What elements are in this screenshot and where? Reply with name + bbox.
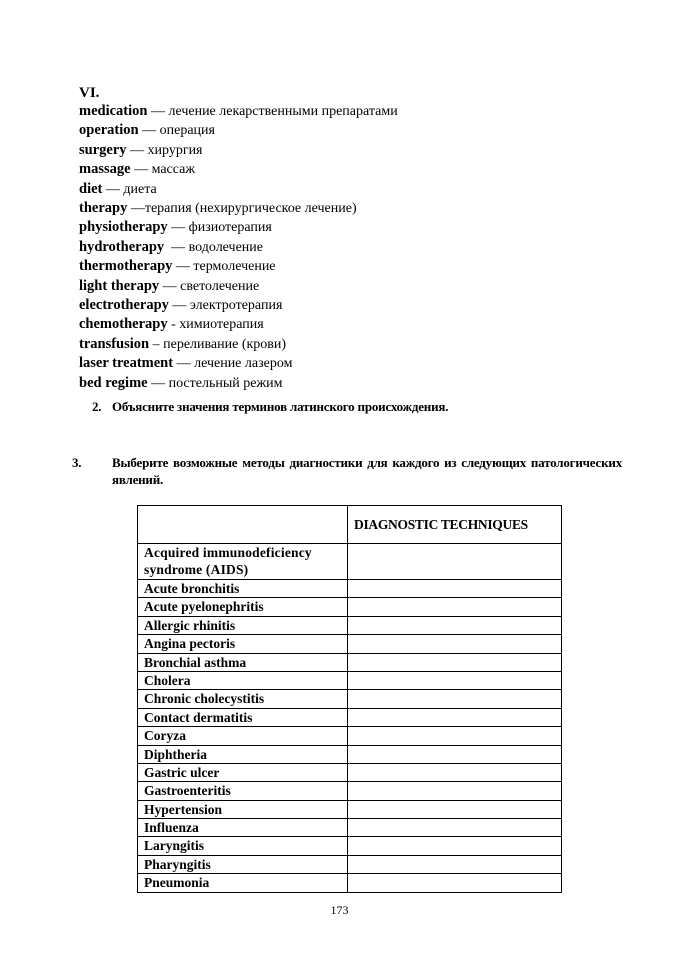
- disease-line-1: Acquired immunodeficiency: [144, 545, 312, 560]
- table-row: [138, 837, 562, 855]
- vocabulary-term: physiotherapy: [79, 219, 168, 236]
- vocabulary-separator: —: [127, 201, 145, 217]
- disease-cell: Acute bronchitis: [138, 580, 348, 598]
- vocabulary-definition: лечение лекарственными препаратами: [168, 104, 398, 119]
- task-2: [92, 398, 622, 415]
- vocabulary-item: [79, 180, 639, 199]
- vocabulary-term: diet: [79, 180, 103, 197]
- vocabulary-definition: массаж: [151, 162, 196, 178]
- disease-cell: [138, 544, 348, 580]
- vocabulary-item: [79, 238, 639, 257]
- vocabulary-separator: —: [147, 375, 169, 391]
- task-2-number: 2.: [92, 399, 102, 414]
- diagnostic-answer-cell[interactable]: [348, 800, 562, 818]
- vocabulary-item: [79, 199, 639, 218]
- vocabulary-term: surgery: [79, 141, 127, 158]
- vocabulary-term: light therapy: [79, 277, 160, 294]
- disease-cell: Laryngitis: [138, 837, 348, 855]
- diagnostic-answer-cell[interactable]: [348, 855, 562, 873]
- table-header-left: [138, 506, 348, 544]
- vocabulary-item: [79, 257, 639, 276]
- vocabulary-item: [79, 354, 639, 373]
- disease-cell: Cholera: [138, 671, 348, 689]
- disease-cell: Bronchial asthma: [138, 653, 348, 671]
- vocabulary-term: hydrotherapy: [79, 238, 165, 255]
- vocabulary-definition: лечение лазером: [194, 356, 293, 372]
- table-row: [138, 708, 562, 726]
- table-row: [138, 671, 562, 689]
- vocabulary-term: therapy: [79, 200, 128, 217]
- diagnostic-answer-cell[interactable]: [348, 690, 562, 708]
- disease-cell: Gastroenteritis: [138, 782, 348, 800]
- table-row: [138, 800, 562, 818]
- diagnostic-answer-cell[interactable]: [348, 874, 562, 892]
- vocabulary-item: [79, 296, 639, 315]
- diagnostic-answer-cell[interactable]: [348, 708, 562, 726]
- vocabulary-term: medication: [79, 103, 148, 119]
- vocabulary-definition: термолечение: [193, 259, 276, 275]
- table-row: [138, 819, 562, 837]
- disease-cell: Contact dermatitis: [138, 708, 348, 726]
- table-row: [138, 635, 562, 653]
- diagnostic-answer-cell[interactable]: [348, 598, 562, 616]
- vocabulary-separator: —: [159, 278, 181, 294]
- vocabulary-item: [79, 218, 639, 237]
- vocabulary-term: thermotherapy: [79, 258, 173, 275]
- disease-cell: Angina pectoris: [138, 635, 348, 653]
- diagnostic-answer-cell[interactable]: [348, 616, 562, 634]
- table-row: [138, 782, 562, 800]
- vocabulary-separator: —: [126, 142, 148, 158]
- table-row: [138, 763, 562, 781]
- table-row: [138, 874, 562, 892]
- vocabulary-term: transfusion: [79, 335, 150, 352]
- vocabulary-item: [79, 374, 639, 393]
- table-header-diagnostic-techniques: DIAGNOSTIC TECHNIQUES: [348, 506, 562, 544]
- vocabulary-definition: операция: [159, 123, 215, 139]
- disease-cell: Allergic rhinitis: [138, 616, 348, 634]
- diagnostic-techniques-table: [137, 505, 562, 893]
- vocabulary-separator: -: [167, 317, 180, 333]
- vocabulary-term: electrotherapy: [79, 297, 169, 314]
- disease-cell: Pneumonia: [138, 874, 348, 892]
- diagnostic-answer-cell[interactable]: [348, 763, 562, 781]
- diagnostic-answer-cell[interactable]: [348, 544, 562, 580]
- vocabulary-item: [79, 277, 639, 296]
- vocabulary-separator: —: [167, 220, 189, 236]
- vocabulary-item: [79, 160, 639, 179]
- diagnostic-answer-cell[interactable]: [348, 635, 562, 653]
- diagnostic-answer-cell[interactable]: [348, 782, 562, 800]
- disease-cell: Coryza: [138, 727, 348, 745]
- table-row: [138, 745, 562, 763]
- vocabulary-term: massage: [79, 161, 131, 178]
- table-row: [138, 690, 562, 708]
- vocabulary-definition: хирургия: [147, 142, 203, 158]
- table-row: [138, 580, 562, 598]
- diagnostic-answer-cell[interactable]: [348, 819, 562, 837]
- page-number: 173: [330, 903, 349, 917]
- vocabulary-term: chemotherapy: [79, 316, 168, 333]
- vocabulary-separator: —: [168, 298, 190, 314]
- table-row: [138, 855, 562, 873]
- disease-cell: Hypertension: [138, 800, 348, 818]
- vocabulary-separator: —: [164, 239, 189, 255]
- table-row: [138, 544, 562, 580]
- vocabulary-definition: переливание (крови): [163, 336, 287, 352]
- vocabulary-definition: постельный режим: [168, 375, 283, 391]
- vocabulary-separator: –: [149, 336, 164, 352]
- vocabulary-separator: —: [102, 181, 124, 197]
- disease-cell: Pharyngitis: [138, 855, 348, 873]
- vocabulary-definition: диета: [123, 181, 157, 197]
- task-2-text: Объясните значения терминов латинского происхождения.: [112, 399, 449, 414]
- disease-cell: Gastric ulcer: [138, 763, 348, 781]
- vocabulary-list: [79, 102, 639, 393]
- table-row: [138, 653, 562, 671]
- vocabulary-item: [79, 102, 639, 121]
- table-row: [138, 727, 562, 745]
- diagnostic-answer-cell[interactable]: [348, 727, 562, 745]
- vocabulary-definition: электротерапия: [189, 298, 283, 314]
- vocabulary-item: [79, 315, 639, 334]
- disease-cell: Chronic cholecystitis: [138, 690, 348, 708]
- section-number: VI.: [79, 85, 100, 101]
- table-row: [138, 616, 562, 634]
- disease-cell: Acute pyelonephritis: [138, 598, 348, 616]
- diagnostic-answer-cell[interactable]: [348, 745, 562, 763]
- vocabulary-separator: —: [138, 123, 160, 139]
- vocabulary-definition: светолечение: [180, 278, 260, 294]
- diagnostic-answer-cell[interactable]: [348, 837, 562, 855]
- diagnostic-answer-cell[interactable]: [348, 580, 562, 598]
- vocabulary-term: bed regime: [79, 374, 148, 391]
- task-3-number: 3.: [72, 455, 82, 470]
- disease-cell: Influenza: [138, 819, 348, 837]
- vocabulary-definition: водолечение: [188, 239, 263, 255]
- vocabulary-separator: —: [173, 356, 195, 372]
- vocabulary-term: operation: [79, 122, 139, 139]
- task-3-text: Выберите возможные методы диагностики для каждого из следующих патологических явлений.: [112, 455, 622, 487]
- vocabulary-item: [79, 121, 639, 140]
- vocabulary-term: laser treatment: [79, 355, 174, 372]
- vocabulary-definition: физиотерапия: [188, 220, 272, 236]
- diagnostic-answer-cell[interactable]: [348, 653, 562, 671]
- vocabulary-separator: —: [147, 104, 169, 119]
- disease-line-2: syndrome (AIDS): [144, 562, 249, 577]
- vocabulary-definition: терапия (нехирургическое лечение): [144, 201, 357, 217]
- disease-cell: Diphtheria: [138, 745, 348, 763]
- table-row: [138, 598, 562, 616]
- vocabulary-item: [79, 335, 639, 354]
- table-header-row: [138, 506, 562, 544]
- task-3: [72, 454, 622, 488]
- diagnostic-answer-cell[interactable]: [348, 671, 562, 689]
- vocabulary-item: [79, 141, 639, 160]
- vocabulary-definition: химиотерапия: [179, 317, 264, 333]
- vocabulary-separator: —: [172, 259, 194, 275]
- vocabulary-separator: —: [130, 162, 152, 178]
